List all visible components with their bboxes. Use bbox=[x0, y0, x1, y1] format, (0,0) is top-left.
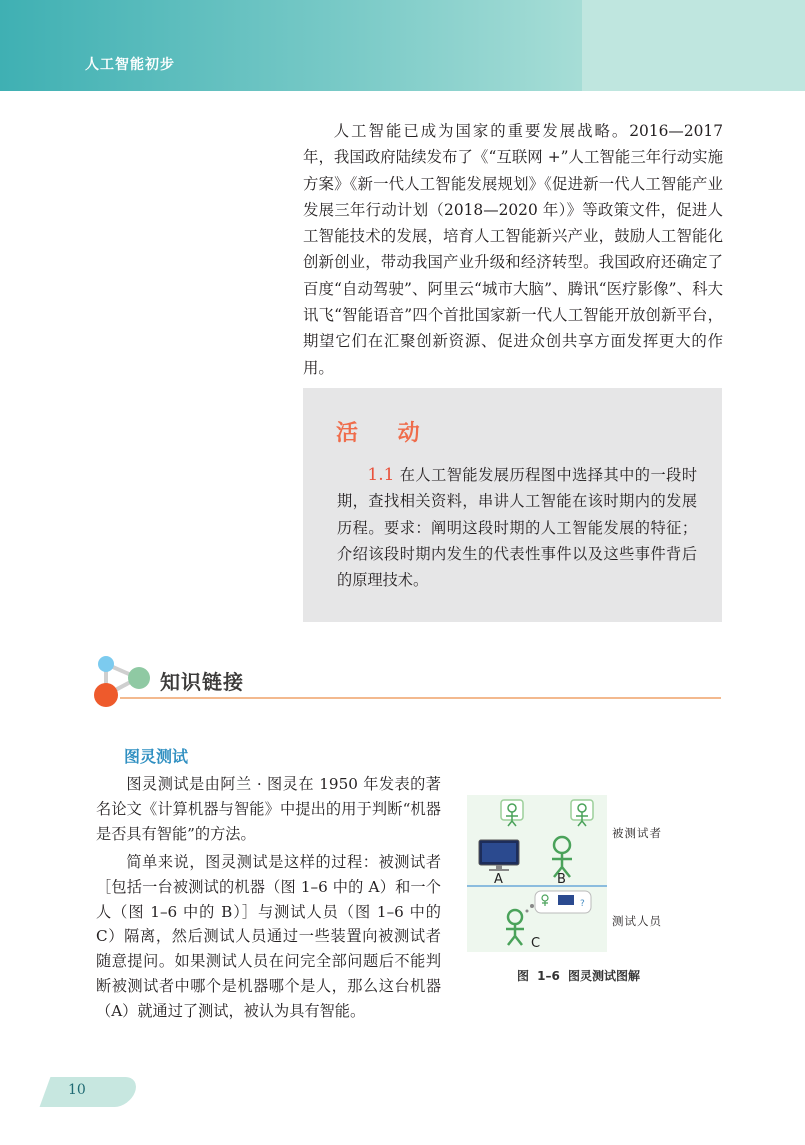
knowledge-link-divider bbox=[120, 697, 721, 699]
turing-paragraph-1: 图灵测试是由阿兰 · 图灵在 1950 年发表的著名论文《计算机器与智能》中提出的用于判断“机器是否具有智能”的方法。 bbox=[96, 775, 441, 843]
label-a: A bbox=[494, 872, 503, 887]
knowledge-link-icon bbox=[90, 650, 160, 712]
activity-box bbox=[303, 388, 722, 622]
label-b: B bbox=[557, 872, 566, 887]
knowledge-link-title: 知识链接 bbox=[160, 670, 244, 694]
label-c: C bbox=[531, 936, 541, 951]
tested-label: 被测试者 bbox=[612, 826, 662, 840]
activity-number: 1.1 bbox=[367, 465, 395, 485]
turing-test-diagram bbox=[467, 795, 607, 952]
tester-label: 测试人员 bbox=[612, 914, 662, 928]
turing-paragraph-2: 简单来说，图灵测试是这样的过程：被测试者［包括一台被测试的机器（图 1–6 中的 A）和一个人（图 1–6 中的 B）］与测试人员（图 1–6 中的 C）隔离，然后测试人员通过一些装置向被测试者随意提问。如果测试人员在问完全部问题后不能判断被测试者中哪个是机器哪个是人，那么这台机器（A）就通过了测试，被认为具有智能。 bbox=[96, 853, 441, 1020]
activity-text bbox=[337, 462, 697, 593]
header-title: 人工智能初步 bbox=[85, 57, 175, 73]
thought-bubble-icon bbox=[526, 891, 592, 913]
activity-title: 活 动 bbox=[336, 421, 436, 446]
header-right-block bbox=[582, 0, 805, 91]
page-number-tab bbox=[40, 1077, 141, 1107]
page-number: 10 bbox=[68, 1082, 86, 1098]
figure-caption: 图 1–6 图灵测试图解 bbox=[517, 969, 641, 983]
body-paragraph: 人工智能已成为国家的重要发展战略。2016—2017 年，我国政府陆续发布了《“互联网 +”人工智能三年行动实施方案》《新一代人工智能发展规划》《促进新一代人工智能产业发展三年行动计划（2018—2020 年）》等政策文件，促进人工智能技术的发展，培育人工智能新兴产业，鼓励人工智能化创新创业，带动我国产业升级和经济转型。我国政府还确定了百度“自动驾驶”、阿里云“城市大脑”、腾讯“医疗影像”、科大讯飞“智能语音”四个首批国家新一代人工智能开放创新平台，期望它们在汇聚创新资源、促进众创共享方面发挥更大的作用。 bbox=[303, 122, 723, 377]
activity-body: 在人工智能发展历程图中选择其中的一段时期，查找相关资料，串讲人工智能在该时期内的发展历程。要求：阐明这段时期的人工智能发展的特征；介绍该段时期内发生的代表性事件以及这些事件背后的原理技术。 bbox=[337, 466, 698, 590]
turing-section-title: 图灵测试 bbox=[124, 747, 189, 766]
svg-text:?: ? bbox=[580, 899, 585, 909]
